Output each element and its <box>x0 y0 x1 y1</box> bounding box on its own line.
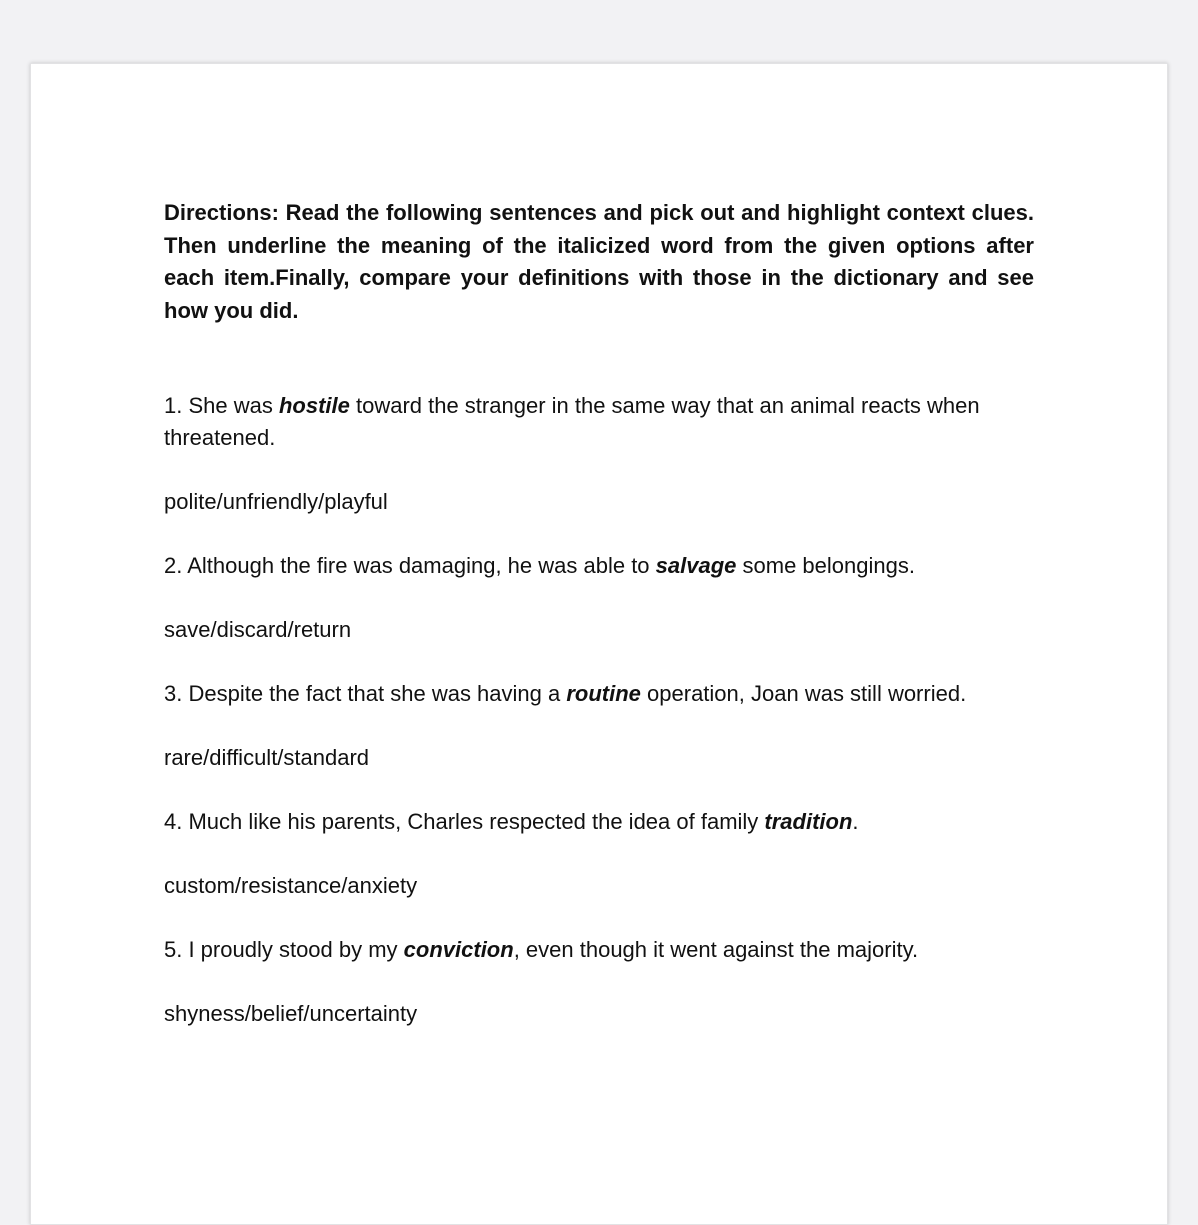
item-sentence: 2. Although the fire was damaging, he was able to salvage some belongings. <box>164 553 915 578</box>
item-options: rare/difficult/standard <box>164 745 370 770</box>
item-options: shyness/belief/uncertainty <box>164 1001 418 1026</box>
italicized-keyword: salvage <box>655 553 737 578</box>
italicized-keyword: conviction <box>403 937 514 962</box>
directions-text: Directions: Read the following sentences and pick out and highlight context clues. Then underline the meaning of the italicized word from the given options after each item.Finally, compare your definitions with those in the dictionary and see how you did. <box>164 200 1034 323</box>
item-options: save/discard/return <box>164 617 352 642</box>
document-page <box>30 63 1168 1225</box>
item-sentence: 1. She was hostile toward the stranger in the same way that an animal reacts when threatened. <box>164 393 980 450</box>
exercise-list <box>164 390 1034 1030</box>
item-sentence: 3. Despite the fact that she was having a routine operation, Joan was still worried. <box>164 681 967 706</box>
italicized-keyword: routine <box>566 681 641 706</box>
exercise-item-4 <box>164 806 1034 902</box>
italicized-keyword: hostile <box>278 393 350 418</box>
exercise-item-3 <box>164 678 1034 774</box>
exercise-item-1 <box>164 390 1034 518</box>
item-sentence: 4. Much like his parents, Charles respected the idea of family tradition. <box>164 809 859 834</box>
exercise-item-5 <box>164 934 1034 1030</box>
item-sentence: 5. I proudly stood by my conviction, even though it went against the majority. <box>164 937 919 962</box>
item-options: polite/unfriendly/playful <box>164 489 388 514</box>
exercise-item-2 <box>164 550 1034 646</box>
item-options: custom/resistance/anxiety <box>164 873 418 898</box>
document-content <box>164 197 1034 1062</box>
italicized-keyword: tradition <box>764 809 853 834</box>
